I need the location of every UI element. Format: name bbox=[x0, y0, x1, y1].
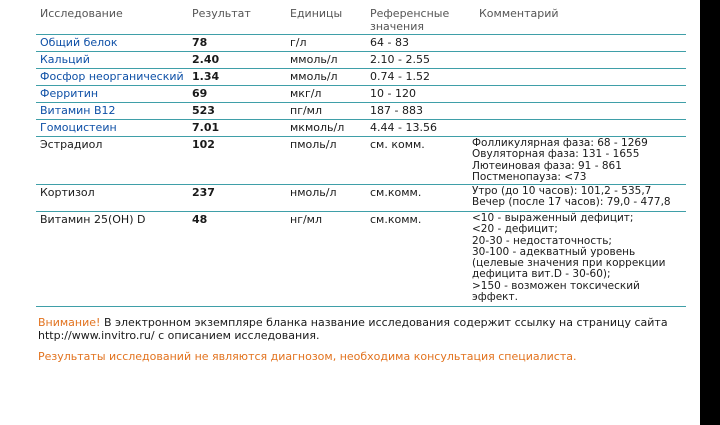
comment bbox=[472, 138, 648, 183]
reference-range: 187 - 883 bbox=[370, 104, 423, 117]
comment bbox=[472, 213, 665, 303]
header-units: Единицы bbox=[290, 7, 343, 20]
comment-line: Постменопауза: <73 bbox=[472, 170, 587, 183]
header-reference bbox=[370, 7, 449, 33]
units-value: г/л bbox=[290, 36, 307, 49]
site-link[interactable]: http://www.invitro.ru/ bbox=[38, 329, 155, 342]
units-value: мкг/л bbox=[290, 87, 322, 100]
table-row bbox=[36, 211, 686, 307]
table-row bbox=[36, 85, 686, 102]
comment-line: <20 - дефицит; bbox=[472, 223, 558, 236]
units-value: нмоль/л bbox=[290, 186, 337, 199]
comment-line: Утро (до 10 часов): 101,2 - 535,7 bbox=[472, 185, 652, 197]
units-value: ммоль/л bbox=[290, 70, 338, 83]
comment-line: Лютеиновая фаза: 91 - 861 bbox=[472, 159, 622, 172]
comment-line: Вечер (после 17 часов): 79,0 - 477,8 bbox=[472, 196, 671, 209]
header-comment: Комментарий bbox=[479, 7, 559, 20]
header-test-name: Исследование bbox=[40, 7, 123, 20]
test-name: Кортизол bbox=[40, 186, 95, 199]
comment-line: 30-100 - адекватный уровень bbox=[472, 245, 636, 258]
header-reference-line2: значения bbox=[370, 20, 425, 33]
test-name-link[interactable]: Фосфор неорганический bbox=[40, 70, 184, 83]
comment bbox=[472, 186, 671, 209]
test-name: Витамин 25(OH) D bbox=[40, 213, 146, 226]
result-value: 7.01 bbox=[192, 121, 220, 134]
reference-range: см.комм. bbox=[370, 213, 422, 226]
table-row bbox=[36, 102, 686, 119]
result-value: 237 bbox=[192, 186, 215, 199]
link-suffix: с описанием исследования. bbox=[154, 329, 320, 342]
reference-range: 64 - 83 bbox=[370, 36, 409, 49]
test-name: Эстрадиол bbox=[40, 138, 103, 151]
table-row bbox=[36, 184, 686, 211]
result-value: 69 bbox=[192, 87, 208, 100]
screen-edge bbox=[700, 0, 720, 425]
result-value: 2.40 bbox=[192, 53, 220, 66]
header-result: Результат bbox=[192, 7, 251, 20]
units-value: мкмоль/л bbox=[290, 121, 345, 134]
notice bbox=[38, 316, 688, 342]
result-value: 102 bbox=[192, 138, 215, 151]
reference-range: см. комм. bbox=[370, 138, 425, 151]
results-table bbox=[36, 34, 686, 307]
units-value: пг/мл bbox=[290, 104, 323, 117]
table-row bbox=[36, 119, 686, 136]
header-reference-line1: Референсные bbox=[370, 7, 450, 20]
table-row bbox=[36, 136, 686, 184]
units-value: пмоль/л bbox=[290, 138, 337, 151]
table-header bbox=[36, 0, 686, 34]
comment-line: Фолликулярная фаза: 68 - 1269 bbox=[472, 137, 648, 149]
reference-range: 0.74 - 1.52 bbox=[370, 70, 430, 83]
table-row bbox=[36, 51, 686, 68]
test-name-link[interactable]: Гомоцистеин bbox=[40, 121, 117, 134]
table-row bbox=[36, 34, 686, 51]
test-name-link[interactable]: Витамин B12 bbox=[40, 104, 116, 117]
reference-range: см.комм. bbox=[370, 186, 422, 199]
warning-label: Внимание! bbox=[38, 316, 101, 329]
test-name-link[interactable]: Кальций bbox=[40, 53, 90, 66]
result-value: 523 bbox=[192, 104, 215, 117]
test-name-link[interactable]: Общий белок bbox=[40, 36, 118, 49]
units-value: ммоль/л bbox=[290, 53, 338, 66]
table-row bbox=[36, 68, 686, 85]
comment-line: <10 - выраженный дефицит; bbox=[472, 212, 634, 224]
comment-line: >150 - возможен токсический bbox=[472, 279, 640, 292]
result-value: 1.34 bbox=[192, 70, 220, 83]
result-value: 78 bbox=[192, 36, 208, 49]
comment-line: 20-30 - недостаточность; bbox=[472, 234, 612, 247]
disclaimer: Результаты исследований не являются диагнозом, необходима консультация специалиста. bbox=[38, 350, 577, 363]
reference-range: 2.10 - 2.55 bbox=[370, 53, 430, 66]
comment-line: (целевые значения при коррекции bbox=[472, 257, 666, 270]
reference-range: 4.44 - 13.56 bbox=[370, 121, 437, 134]
comment-line: дефицита вит.D - 30-60); bbox=[472, 268, 611, 281]
comment-line: эффект. bbox=[472, 291, 518, 304]
comment-line: Овуляторная фаза: 131 - 1655 bbox=[472, 148, 640, 161]
warning-text: В электронном экземпляре бланка название исследования содержит ссылку на страницу сайта bbox=[100, 316, 668, 329]
result-value: 48 bbox=[192, 213, 208, 226]
reference-range: 10 - 120 bbox=[370, 87, 416, 100]
test-name-link[interactable]: Ферритин bbox=[40, 87, 99, 100]
units-value: нг/мл bbox=[290, 213, 323, 226]
